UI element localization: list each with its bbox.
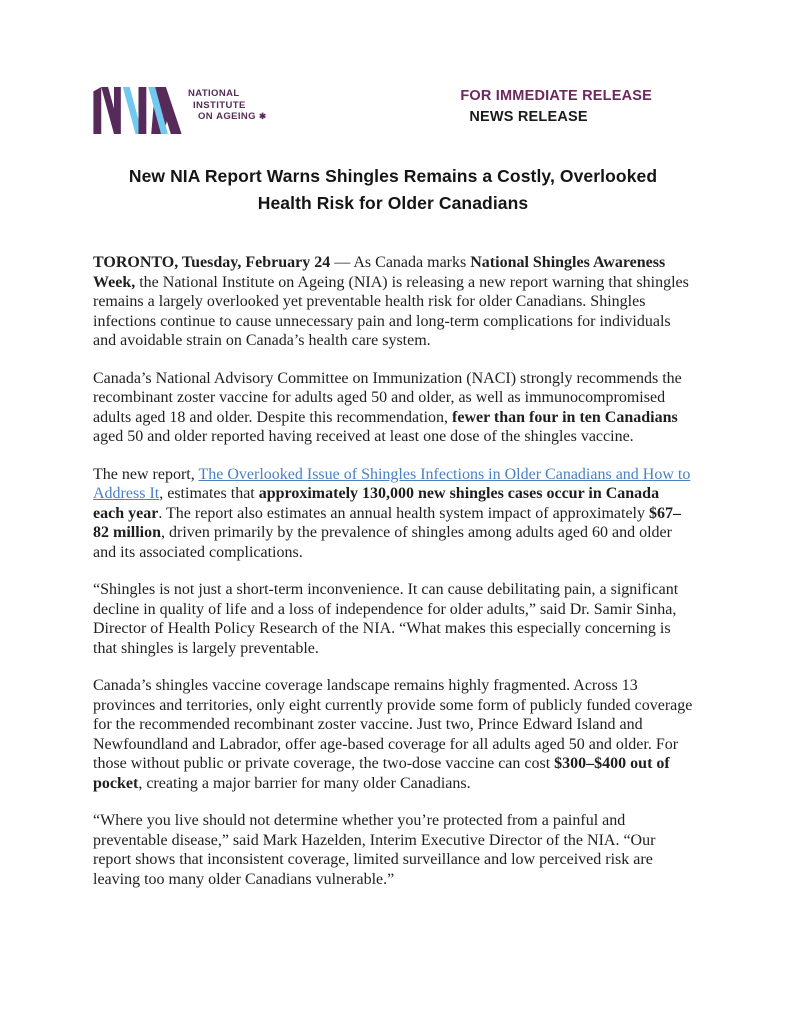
text-run: the National Institute on Ageing (NIA) is releasing a new report warning that shingles remains a largely overlooked yet preventable health risk for older Canadians. Shingles infections continue to cause unnecessary pain and long-term complications for individuals and avoidable strain on Canada’s health care system. <box>93 273 689 349</box>
text-run: , estimates that <box>159 485 259 502</box>
text-run: “Shingles is not just a short-term inconvenience. It can cause debilitating pain, a significant decline in quality of life and a loss of independence for older adults,” said Dr. Samir Sinha, Director of Health Policy Research of the NIA. “What makes this especially concerning is that shingles is largely preventable. <box>93 581 679 657</box>
logo-line-national: NATIONAL <box>188 88 240 99</box>
text-run: . The report also estimates an annual health system impact of approximately <box>158 504 649 522</box>
paragraph <box>93 676 693 793</box>
bold-text-run: TORONTO, Tuesday, February 24 <box>93 254 331 271</box>
page-title-line2: Health Risk for Older Canadians <box>257 193 529 213</box>
maple-leaf-icon: ✱ <box>259 111 267 121</box>
body-paragraphs <box>93 253 693 889</box>
text-run: “Where you live should not determine whether you’re protected from a painful and preventable disease,” said Mark Hazelden, Interim Executive Director of the NIA. “Our report shows that inconsistent coverage, limited surveillance and low perceived risk are leaving too many older Canadians vulnerable.” <box>93 812 656 888</box>
text-run: The new report, <box>93 465 199 483</box>
text-run: — As Canada marks <box>330 254 471 271</box>
nia-logo-wordmark <box>188 85 267 123</box>
paragraph <box>93 253 693 351</box>
paragraph <box>93 580 693 658</box>
nia-logo-mark <box>93 85 183 134</box>
page-title-line1: New NIA Report Warns Shingles Remains a Costly, Overlooked <box>128 166 658 186</box>
logo-line-on-ageing: ON AGEING ✱ <box>198 111 267 122</box>
for-immediate-release-label: FOR IMMEDIATE RELEASE <box>460 88 652 104</box>
bold-text-run: $67–82 million <box>93 504 681 541</box>
paragraph <box>93 811 693 889</box>
release-block <box>460 86 652 128</box>
bold-text-run: approximately 130,000 new shingles cases occur in Canada each year <box>93 485 660 522</box>
bold-text-run: fewer than four in ten Canadians <box>452 408 678 426</box>
text-run: aged 50 and older reported having received at least one dose of the shingles vaccine. <box>93 428 634 445</box>
paragraph <box>93 369 693 447</box>
text-run: , creating a major barrier for many older Canadians. <box>138 774 471 792</box>
bold-text-run: $300–$400 out of pocket <box>93 755 670 792</box>
text-run: , driven primarily by the prevalence of shingles among adults aged 60 and older and its associated complications. <box>93 524 672 561</box>
bold-text-run: National Shingles Awareness Week, <box>93 254 666 291</box>
logo-line-institute: INSTITUTE <box>193 99 246 111</box>
header <box>93 85 693 135</box>
text-run: Canada’s National Advisory Committee on Immunization (NACI) strongly recommends the recombinant zoster vaccine for adults aged 50 and older, as well as immunocompromised adults aged 18 and older. Despite this recommendation, <box>93 369 682 426</box>
page-title <box>93 163 693 217</box>
news-release-label: NEWS RELEASE <box>469 109 588 125</box>
text-run: Canada’s shingles vaccine coverage landscape remains highly fragmented. Across 13 provinces and territories, only eight currently provide some form of publicly funded coverage for the recommended recombinant zoster vaccine. Just two, Prince Edward Island and Newfoundland and Labrador, offer age-based coverage for all adults aged 50 and older. For those without public or private coverage, the two-dose vaccine can cost <box>93 677 693 772</box>
paragraph <box>93 465 693 563</box>
report-link[interactable]: The Overlooked Issue of Shingles Infections in Older Canadians and How to Address It <box>93 465 691 502</box>
